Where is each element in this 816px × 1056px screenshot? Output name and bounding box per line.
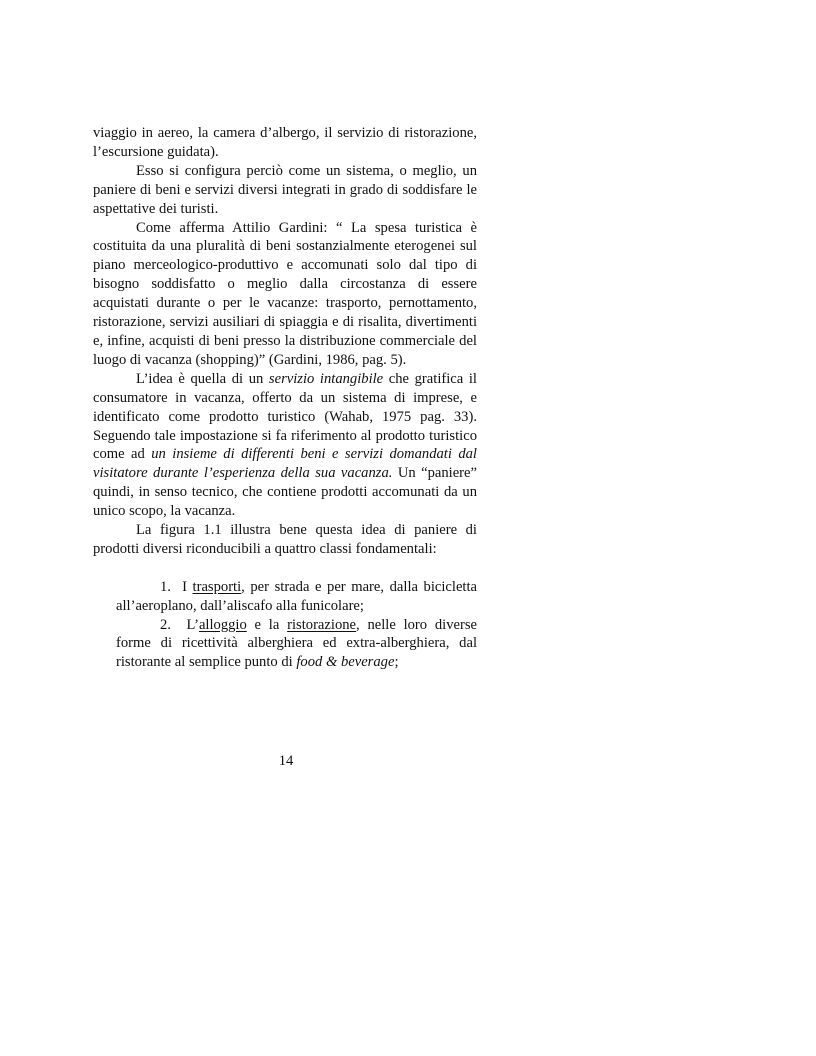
list-item-2-mid: e la	[246, 616, 288, 633]
list-item-2-rest: , nelle loro diverse forme di ricettività alberghiera ed extra-alberghiera, dal ristorante al semplice punto di	[116, 616, 477, 671]
list-item-2-number: 2.	[160, 616, 171, 633]
list-item-1-number: 1.	[160, 578, 171, 595]
paragraph-4-text-a: L’idea è quella di un	[136, 370, 269, 387]
list-item-2-pre: L’	[186, 616, 199, 633]
paragraph-4-italic-b: servizio intangibile	[268, 370, 384, 387]
paragraph-4-text-c: che gratifica il consumatore in vacanza, offerto da un sistema di imprese, e identificato come prodotto turistico (Wahab, 1975 pag. 33). Seguendo tale impostazione si fa riferimento al prodotto turistico come ad	[93, 370, 477, 463]
spacer	[93, 559, 477, 578]
body-text	[93, 124, 477, 672]
list-item-1	[116, 578, 477, 616]
list-item-1-rest: , per strada e per mare, dalla bicicletta all’aeroplano, dall’aliscafo alla funicolare;	[116, 578, 478, 614]
list-item-1-pre: I	[182, 578, 193, 595]
list-item-2	[116, 616, 477, 673]
list-item-2-underlined-2: ristorazione	[287, 616, 357, 633]
paragraph-5: La figura 1.1 illustra bene questa idea di paniere di prodotti diversi riconducibili a quattro classi fondamentali:	[93, 522, 477, 557]
list-item-2-italic: food & beverage	[296, 654, 395, 671]
paragraph-4-italic-d: un insieme di differenti beni e servizi domandati dal visitatore durante l’esperienza della sua vacanza.	[93, 446, 477, 482]
list-item-2-underlined-1: alloggio	[198, 616, 247, 633]
page-number: 14	[278, 753, 294, 769]
list-item-1-underlined: trasporti	[192, 578, 242, 595]
list-item-2-end: ;	[394, 654, 399, 671]
paragraph-1: viaggio in aereo, la camera d’albergo, il servizio di ristorazione, l’escursione guidata).	[93, 125, 477, 160]
paragraph-4	[93, 370, 477, 521]
paragraph-3: Come afferma Attilio Gardini: “ La spesa turistica è costituita da una pluralità di beni sostanzialmente eterogenei sul piano merceologico-produttivo e accomunati solo dal tipo di bisogno soddisfatto o meglio dalla circostanza di essere acquistati durante o per le vacanze: trasporto, pernottamento, ristorazione, servizi ausiliari di spiaggia e di risalita, divertimenti e, infine, acquisti di beni presso la distribuzione commerciale del luogo di vacanza (shopping)” (Gardini, 1986, pag. 5).	[93, 219, 477, 368]
paragraph-2: Esso si configura perciò come un sistema, o meglio, un paniere di beni e servizi diversi integrati in grado di soddisfare le aspettative dei turisti.	[93, 162, 477, 217]
paragraph-4-text-e: Un “paniere” quindi, in senso tecnico, che contiene prodotti accomunati da un unico scopo, la vacanza.	[93, 465, 478, 520]
numbered-list	[93, 578, 477, 673]
